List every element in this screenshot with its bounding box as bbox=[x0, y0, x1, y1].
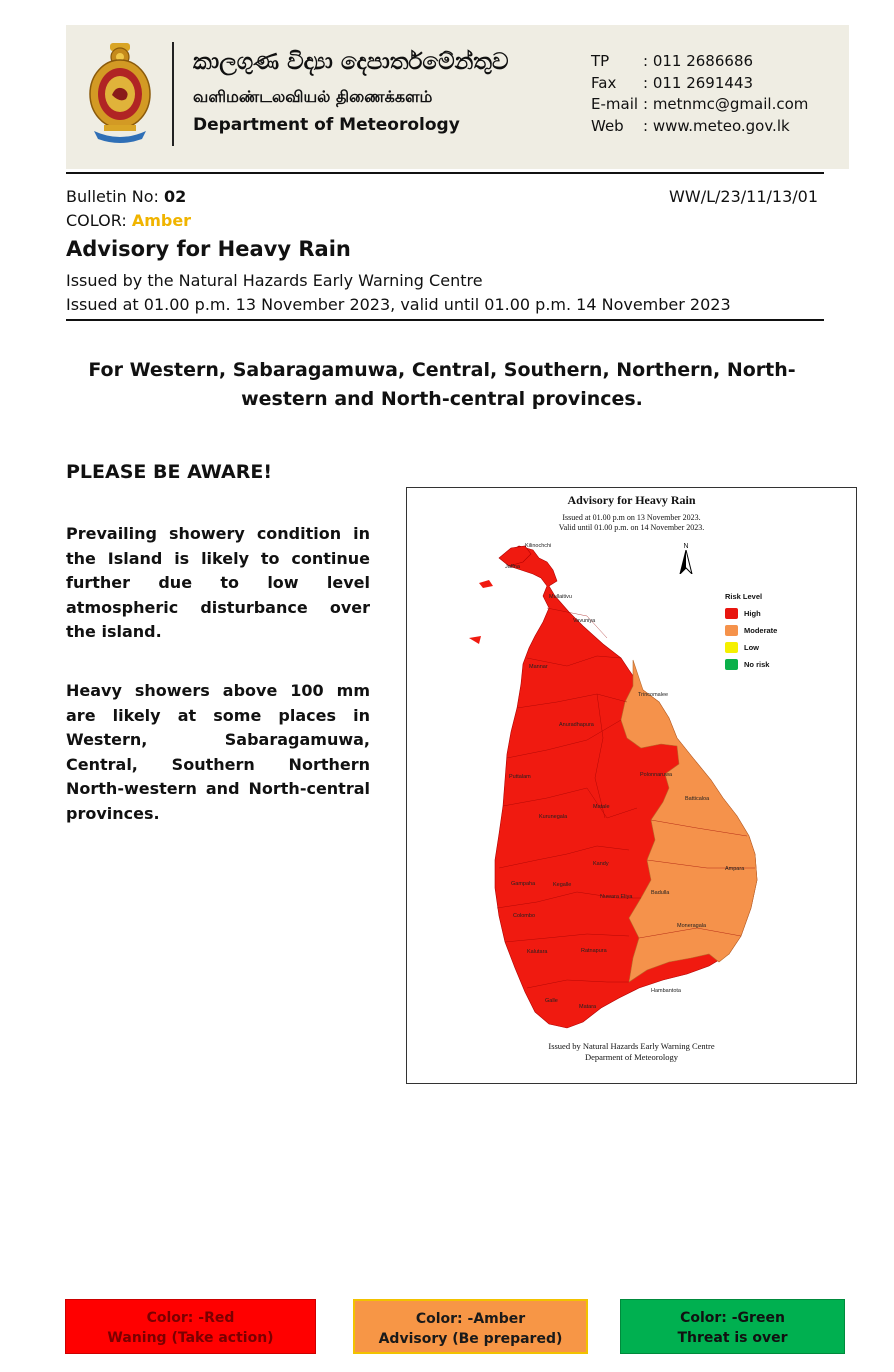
label-monaragala: Moneragala bbox=[677, 923, 707, 929]
label-badulla: Badulla bbox=[651, 890, 670, 896]
paragraph-heavy-showers: Heavy showers above 100 mm are likely at some places in Western, Sabaragamuwa, Central, Southern Northern North-western and North-central provinces. bbox=[66, 681, 370, 823]
label-anuradhapura: Anuradhapura bbox=[559, 722, 594, 728]
contact-block bbox=[591, 51, 808, 137]
label-trincomalee: Trincomalee bbox=[638, 692, 669, 698]
label-nuwara-eliya: Nuwara Eliya bbox=[600, 894, 633, 900]
map-valid: Valid until 01.00 p.m. on 14 November 2023. bbox=[558, 523, 705, 532]
bulletin-ref: WW/L/23/11/13/01 bbox=[669, 187, 818, 206]
advisory-map bbox=[406, 487, 857, 1084]
legend-low: Low bbox=[725, 642, 777, 653]
contact-tp: TP : 011 2686686 bbox=[591, 52, 754, 70]
label-ampara: Ampara bbox=[725, 866, 745, 872]
label-hambantota: Hambantota bbox=[651, 988, 681, 994]
label-jaffna: Jaffna bbox=[505, 564, 520, 570]
rule-top bbox=[66, 172, 824, 174]
label-matale: Matale bbox=[593, 804, 610, 810]
color-key-amber: Color: -Amber Advisory (Be prepared) bbox=[353, 1299, 588, 1354]
color-amber: Amber bbox=[131, 211, 192, 230]
label-kegalle: Kegalle bbox=[553, 882, 572, 888]
contact-fax: Fax : 011 2691443 bbox=[591, 73, 754, 92]
contact-email[interactable]: E-mail : metnmc@gmail.com bbox=[591, 95, 809, 113]
north-label: N bbox=[683, 543, 689, 550]
color-key-green: Color: -Green Threat is over bbox=[620, 1299, 845, 1354]
map-footer-department: Deparment of Meteorology bbox=[585, 1052, 678, 1062]
contact-web[interactable]: Web : www.meteo.gov.lk bbox=[591, 116, 790, 135]
label-mannar: Mannar bbox=[529, 664, 548, 670]
legend-swatch-low bbox=[725, 642, 738, 653]
issued-at: Issued at 01.00 p.m. 13 November 2023, valid until 01.00 p.m. 14 November 2023 bbox=[66, 295, 731, 314]
rule-bottom bbox=[66, 319, 824, 321]
label-kilinochchi: Kilinochchi bbox=[525, 543, 552, 549]
legend-no-risk: No risk bbox=[725, 659, 777, 670]
label-colombo: Colombo bbox=[513, 913, 536, 919]
provinces-heading: For Western, Sabaragamuwa, Central, Southern, Northern, North-western and North-central provinces. bbox=[88, 359, 796, 410]
legend-swatch-moderate bbox=[725, 625, 738, 636]
please-be-aware: PLEASE BE AWARE! bbox=[66, 461, 273, 483]
legend-swatch-high bbox=[725, 608, 738, 619]
map-legend bbox=[725, 592, 777, 676]
label-kalutara: Kalutara bbox=[527, 949, 548, 955]
label-gampaha: Gampaha bbox=[511, 881, 536, 887]
label-matara: Matara bbox=[579, 1004, 597, 1010]
label-vavuniya: Vavuniya bbox=[573, 618, 596, 624]
legend-moderate: Moderate bbox=[725, 625, 777, 636]
paragraph-condition: Prevailing showery condition in the Island is likely to continue further due to low level atmospheric disturbance over the island. bbox=[66, 524, 370, 641]
sri-lanka-emblem-icon bbox=[84, 39, 156, 145]
color-key-red: Color: -Red Waning (Take action) bbox=[65, 1299, 316, 1354]
bulletin-title: Advisory for Heavy Rain bbox=[66, 237, 351, 261]
org-name-english: Department of Meteorology bbox=[193, 115, 460, 135]
map-footer-issuer: Issued by Natural Hazards Early Warning Centre bbox=[548, 1041, 715, 1051]
header-divider bbox=[172, 42, 174, 146]
org-name-sinhala: කාලගුණ විද්‍යා දෙපාර්තමේන්තුව bbox=[193, 49, 509, 75]
letterhead bbox=[66, 25, 849, 169]
legend-high: High bbox=[725, 608, 777, 619]
bulletin-color: COLOR: Amber bbox=[66, 211, 192, 230]
label-puttalam: Puttalam bbox=[509, 774, 531, 780]
label-ratnapura: Ratnapura bbox=[581, 948, 607, 954]
legend-title: Risk Level bbox=[725, 592, 763, 601]
district-labels bbox=[407, 488, 858, 1085]
label-galle: Galle bbox=[545, 998, 558, 1004]
label-batticaloa: Batticaloa bbox=[685, 796, 710, 802]
map-title: Advisory for Heavy Rain bbox=[567, 493, 696, 507]
label-kandy: Kandy bbox=[593, 861, 609, 867]
legend-swatch-no-risk bbox=[725, 659, 738, 670]
label-kurunegala: Kurunegala bbox=[539, 814, 568, 820]
org-name-tamil: வளிமண்டலவியல் திணைக்களம் bbox=[193, 87, 433, 106]
label-polonnaruwa: Polonnaruwa bbox=[640, 772, 673, 778]
issued-by: Issued by the Natural Hazards Early Warning Centre bbox=[66, 271, 483, 290]
bulletin-number: Bulletin No: 02 bbox=[66, 187, 187, 206]
map-issued: Issued at 01.00 p.m on 13 November 2023. bbox=[562, 513, 701, 522]
label-mullaitivu: Mullaitivu bbox=[549, 594, 572, 600]
